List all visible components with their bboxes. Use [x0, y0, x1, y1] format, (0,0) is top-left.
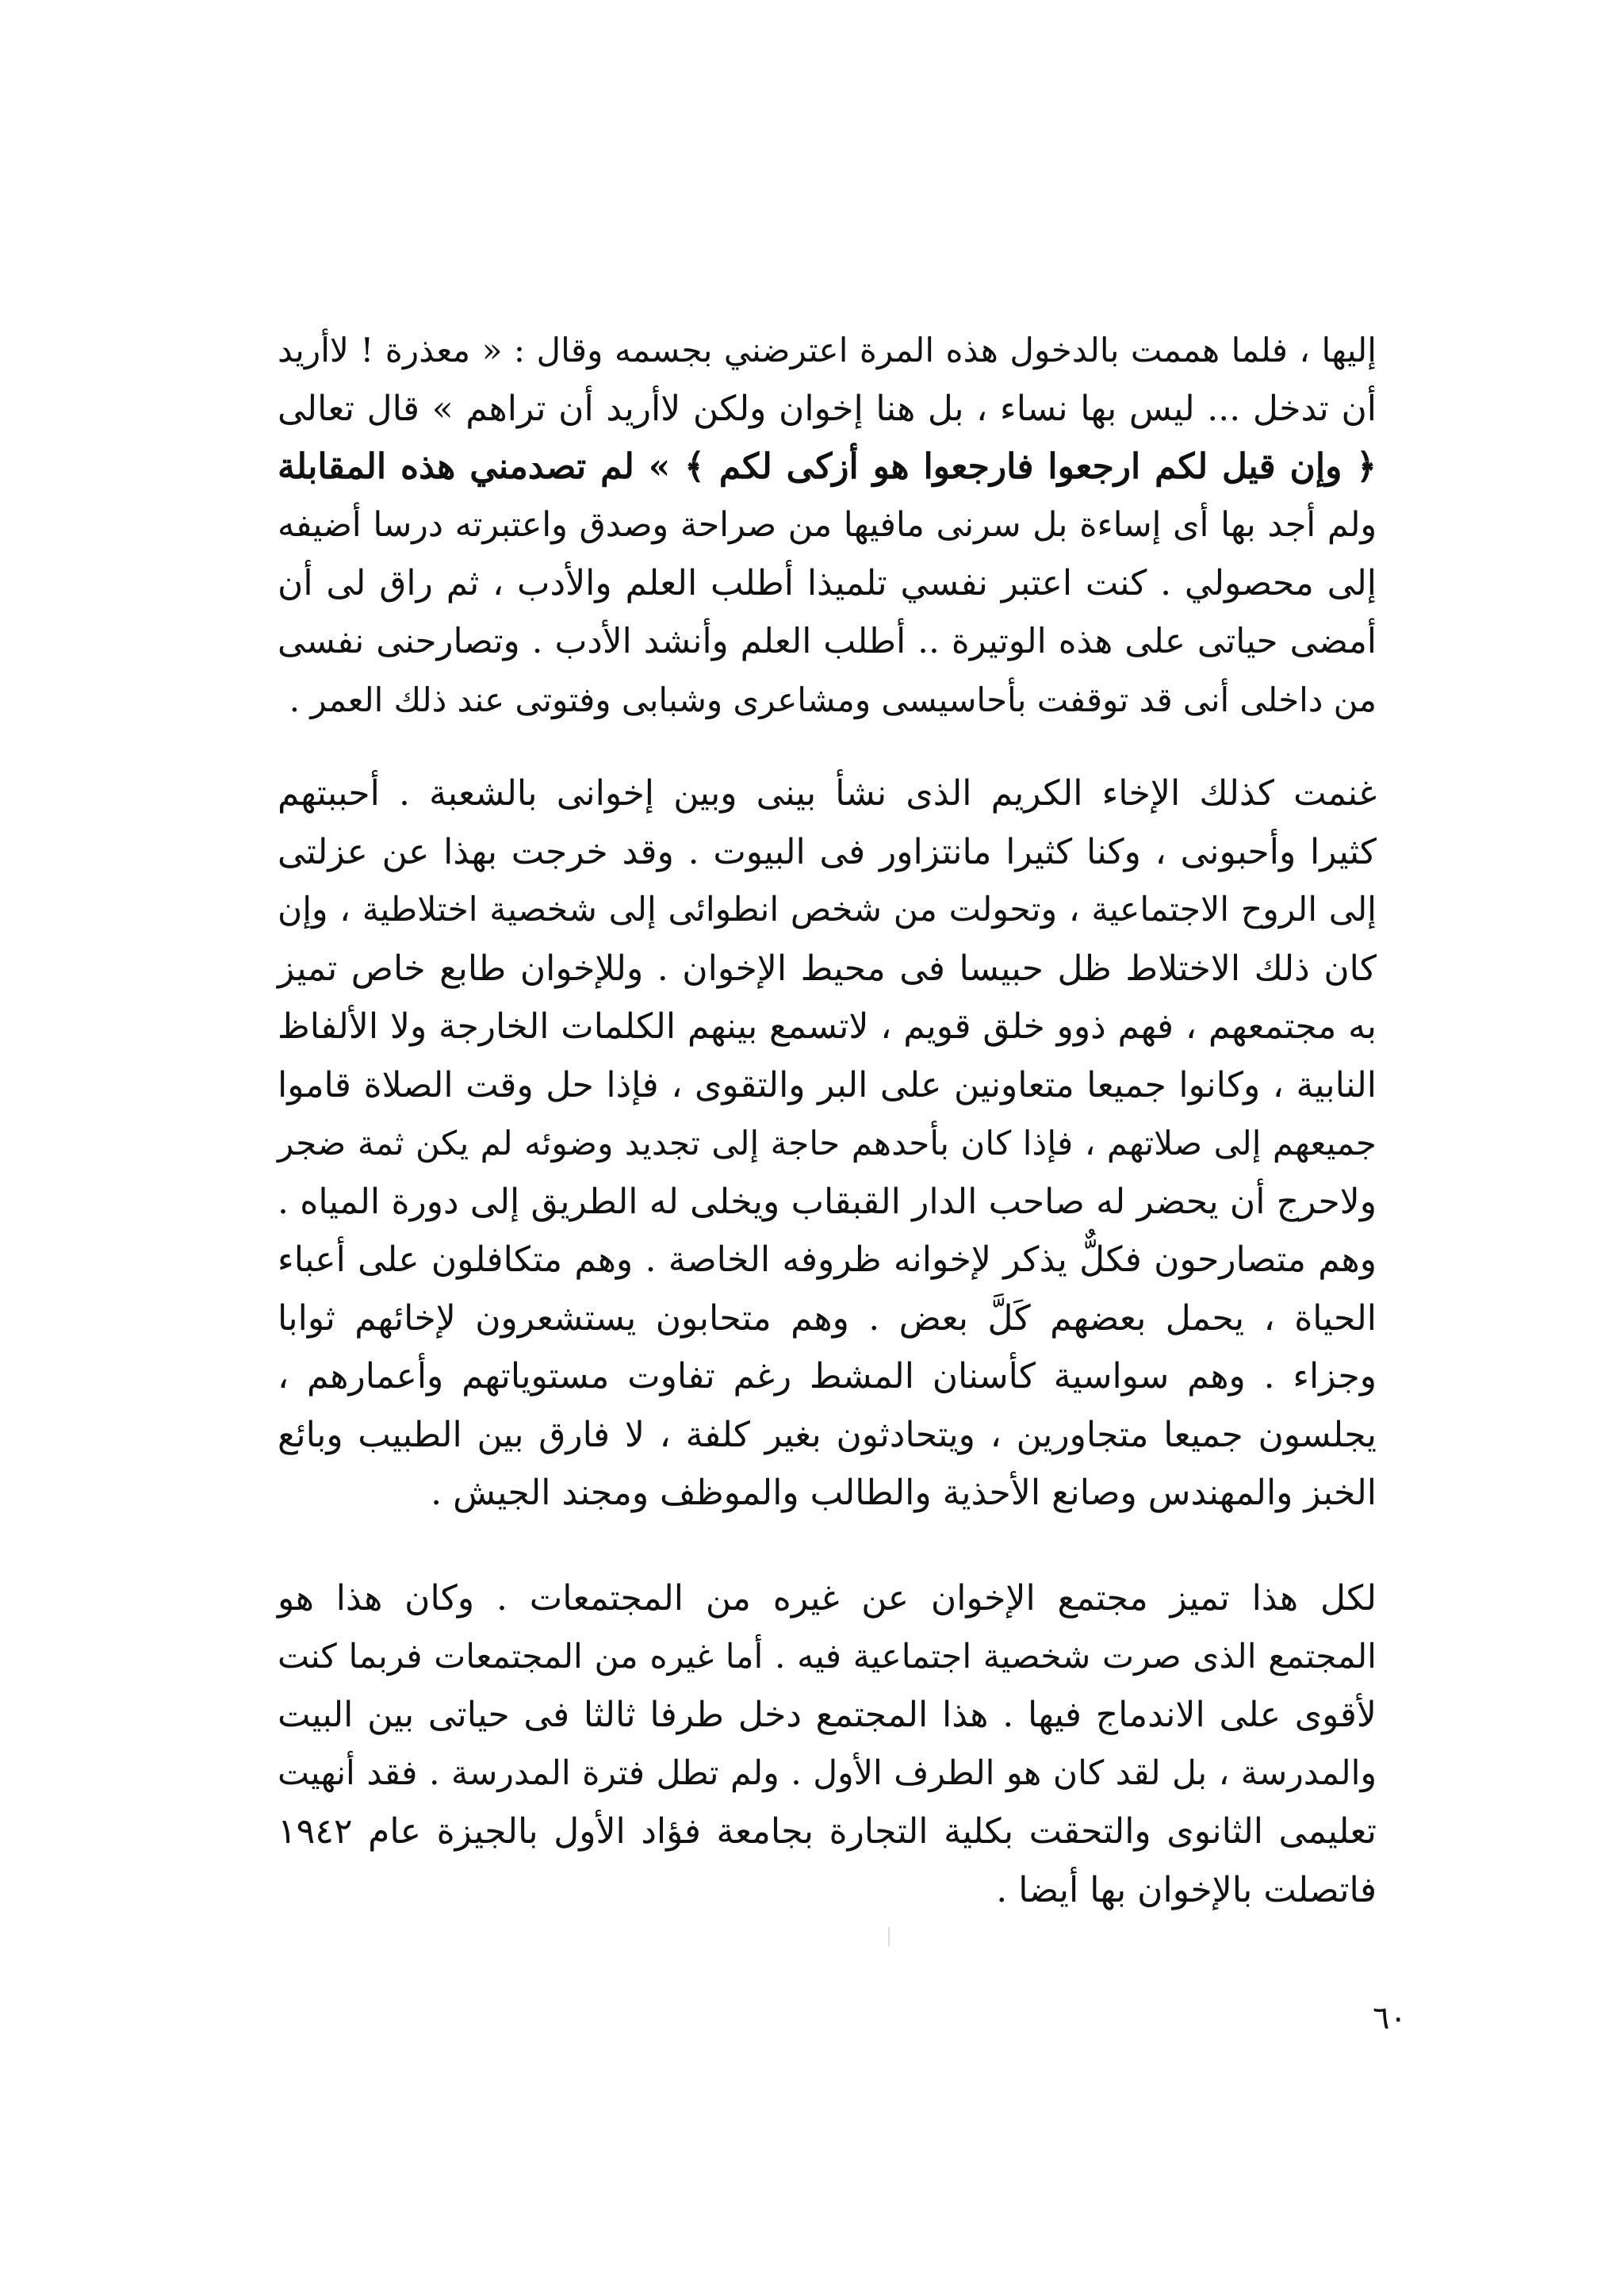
paragraph-1 — [278, 321, 1377, 730]
paragraph-2-line-5: به مجتمعهم ، فهم ذوو خلق قويم ، لاتسمع بينهم الكلمات الخارجة ولا الألفاظ — [278, 1006, 1377, 1047]
paragraph-1-line-3: ﴿ وإن قيل لكم ارجعوا فارجعوا هو أزكى لكم ﴾ » لم تصدمني هذه المقابلة — [278, 446, 1377, 487]
paragraph-1-line-6: أمضى حياتى على هذه الوتيرة .. أطلب العلم وأنشد الأدب . وتصارحنى نفسى — [278, 621, 1377, 661]
paragraph-1-line-5: إلى محصولي . كنت اعتبر نفسي تلميذا أطلب العلم والأدب ، ثم راق لى أن — [278, 563, 1377, 603]
paragraph-1-line-2: أن تدخل ... ليس بها نساء ، بل هنا إخوان ولكن لاأريد أن تراهم » قال تعالى — [278, 388, 1377, 429]
paragraph-2-line-10: الحياة ، يحمل بعضهم كَلَّ بعض . وهم متحابون يستشعرون لإخائهم ثوابا — [278, 1297, 1377, 1339]
paragraph-2 — [278, 764, 1377, 1523]
paragraph-1-line-4: ولم أجد بها أى إساءة بل سرنى مافيها من صراحة وصدق واعتبرته درسا أضيفه — [278, 504, 1377, 545]
paragraph-3-line-3: لأقوى على الاندماج فيها . هذا المجتمع دخل طرفا ثالثا فى حياتى بين البيت — [278, 1695, 1377, 1735]
paragraph-2-line-2: كثيرا وأحبونى ، وكنا كثيرا مانتزاور فى البيوت . وقد خرجت بهذا عن عزلتى — [278, 831, 1377, 872]
page-number: ٦٠ — [1373, 2000, 1407, 2036]
paragraph-3 — [278, 1569, 1377, 1919]
paragraph-2-line-4: كان ذلك الاختلاط ظل حبيسا فى محيط الإخوان . وللإخوان طابع خاص تميز — [278, 948, 1377, 989]
paragraph-2-line-1: غنمت كذلك الإخاء الكريم الذى نشأ بينى وبين إخوانى بالشعبة . أحببتهم — [278, 773, 1377, 814]
paragraph-2-line-12: يجلسون جميعا متجاورين ، ويتحادثون بغير كلفة ، لا فارق بين الطبيب وبائع — [278, 1414, 1377, 1455]
paragraph-2-line-9: وهم متصارحون فكلٌّ يذكر لإخوانه ظروفه الخاصة . وهم متكافلون على أعباء — [278, 1239, 1377, 1280]
paragraph-3-line-2: المجتمع الذى صرت شخصية اجتماعية فيه . أما غيره من المجتمعات فربما كنت — [278, 1637, 1377, 1676]
paragraph-1-line-1: إليها ، فلما هممت بالدخول هذه المرة اعترضني بجسمه وقال : « معذرة ! لاأريد — [278, 331, 1377, 370]
paragraph-3-line-1: لكل هذا تميز مجتمع الإخوان عن غيره من المجتمعات . وكان هذا هو — [278, 1578, 1377, 1619]
paragraph-2-line-6: النابية ، وكانوا جميعا متعاونين على البر والتقوى ، فإذا حل وقت الصلاة قاموا — [278, 1064, 1377, 1105]
scan-mark — [888, 1927, 890, 1946]
paragraph-2-line-7: جميعهم إلى صلاتهم ، فإذا كان بأحدهم حاجة إلى تجديد وضوئه لم يكن ثمة ضجر — [278, 1124, 1377, 1163]
paragraph-2-line-3: إلى الروح الاجتماعية ، وتحولت من شخص انطوائى إلى شخصية اختلاطية ، وإن — [278, 891, 1377, 929]
paragraph-2-line-8: ولاحرج أن يحضر له صاحب الدار القبقاب ويخلى له الطريق إلى دورة المياه . — [278, 1181, 1377, 1222]
paragraph-3-line-4: والمدرسة ، بل لقد كان هو الطرف الأول . ولم تطل فترة المدرسة . فقد أنهيت — [278, 1753, 1377, 1793]
paragraph-1-line-7: من داخلى أنى قد توقفت بأحاسيسى ومشاعرى وشبابى وفتوتى عند ذلك العمر . — [289, 680, 1377, 719]
paragraph-2-line-11: وجزاء . وهم سواسية كأسنان المشط رغم تفاوت مستوياتهم وأعمارهم ، — [278, 1356, 1377, 1396]
paragraph-3-line-6: فاتصلت بالإخوان بها أيضا . — [996, 1869, 1377, 1910]
paragraph-3-line-5: تعليمى الثانوى والتحقت بكلية التجارة بجامعة فؤاد الأول بالجيزة عام ١٩٤٢ — [278, 1811, 1377, 1852]
paragraph-2-line-13: الخبز والمهندس وصانع الأحذية والطالب والموظف ومجند الجيش . — [431, 1473, 1377, 1513]
